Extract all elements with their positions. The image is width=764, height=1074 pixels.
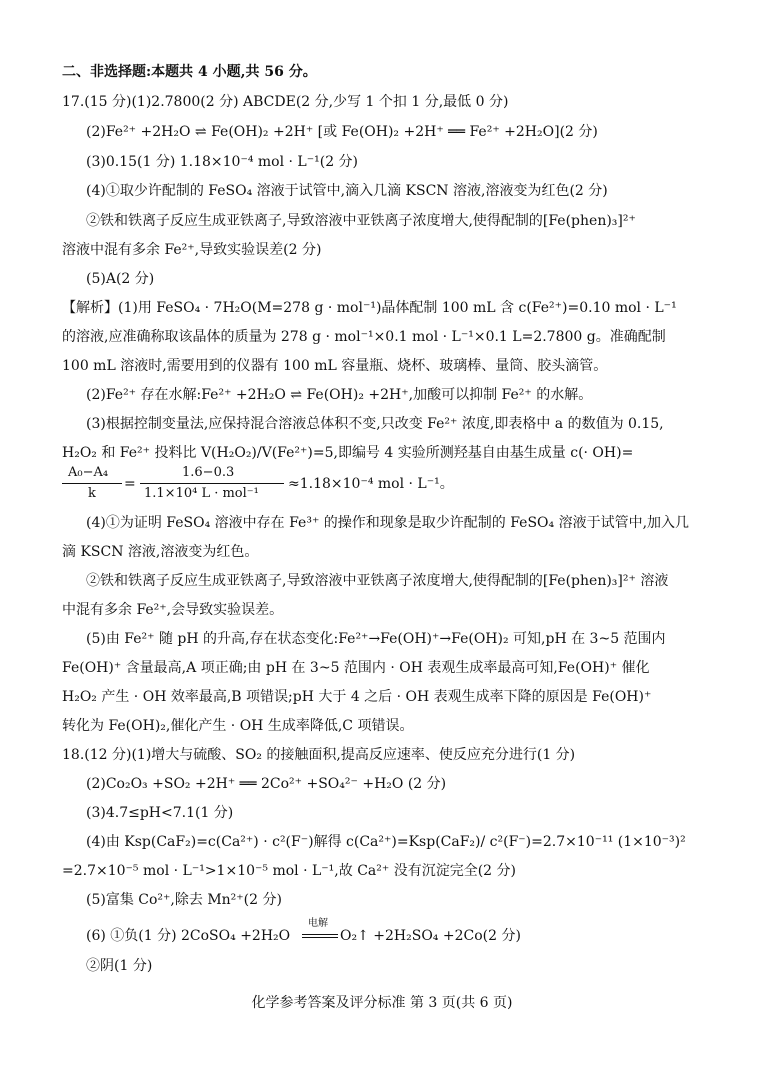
q17-line-6: 溶液中混有多余 Fe²⁺,导致实验误差(2 分) [62,242,322,258]
analysis-line-5: (3)根据控制变量法,应保持混合溶液总体积不变,只改变 Fe²⁺ 浓度,即表格中 a 的数值为 0.15, [86,416,664,432]
analysis-line-12: Fe(OH)⁺ 含量最高,A 项正确;由 pH 在 3~5 范围内 · OH 表观生成率最高可知,Fe(OH)⁺ 催化 [62,660,650,676]
fraction-2-numerator: 1.6−0.3 [182,465,235,480]
analysis-line-2: 的溶液,应准确称取该晶体的质量为 278 g · mol⁻¹×0.1 mol · L⁻¹×0.1 L=2.7800 g。准确配制 [62,329,666,345]
fraction-result: ≈1.18×10⁻⁴ mol · L⁻¹。 [288,476,454,492]
page-footer: 化学参考答案及评分标准 第 3 页(共 6 页) [251,995,513,1011]
electrolysis-bar-bottom [302,937,338,938]
analysis-line-1: 【解析】(1)用 FeSO₄ · 7H₂O(M=278 g · mol⁻¹)晶体配制 100 mL 含 c(Fe²⁺)=0.10 mol · L⁻¹ [62,300,677,316]
electrolysis-label: 电解 [308,918,328,929]
section-heading: 二、非选择题:本题共 4 小题,共 56 分。 [62,64,317,80]
q18-line-7-right: O₂↑ +2H₂SO₄ +2Co(2 分) [340,928,521,944]
fraction-1 [62,465,122,505]
analysis-line-11: (5)由 Fe²⁺ 随 pH 的升高,存在状态变化:Fe²⁺→Fe(OH)⁺→Fe(OH)₂ 可知,pH 在 3~5 范围内 [86,631,666,647]
analysis-line-4: (2)Fe²⁺ 存在水解:Fe²⁺ +2H₂O ⇌ Fe(OH)₂ +2H⁺,加酸可以抑制 Fe²⁺ 的水解。 [86,387,593,403]
q17-line-5: ②铁和铁离子反应生成亚铁离子,导致溶液中亚铁离子浓度增大,使得配制的[Fe(phen)₃]²⁺ [86,213,636,229]
fraction-1-denominator: k [88,486,96,501]
q18-line-6: (5)富集 Co²⁺,除去 Mn²⁺(2 分) [86,892,282,908]
q18-line-7-left: (6) ①负(1 分) 2CoSO₄ +2H₂O [86,928,291,944]
analysis-line-7: (4)①为证明 FeSO₄ 溶液中存在 Fe³⁺ 的操作和现象是取少许配制的 FeSO₄ 溶液于试管中,加入几 [86,515,690,531]
q17-line-1: 17.(15 分)(1)2.7800(2 分) ABCDE(2 分,少写 1 个扣 1 分,最低 0 分) [62,94,509,110]
analysis-line-6: H₂O₂ 和 Fe²⁺ 投料比 V(H₂O₂)/V(Fe²⁺)=5,即编号 4 实验所测羟基自由基生成量 c(· OH)= [62,445,634,461]
analysis-line-14: 转化为 Fe(OH)₂,催化产生 · OH 生成率降低,C 项错误。 [62,718,414,734]
fraction-2-bar [140,483,284,484]
q18-line-1: 18.(12 分)(1)增大与硫酸、SO₂ 的接触面积,提高反应速率、使反应充分进行(1 分) [62,747,576,763]
electrolysis-arrow [302,918,338,948]
fraction-2 [140,465,284,505]
fraction-2-denominator: 1.1×10⁴ L · mol⁻¹ [144,486,259,501]
q17-line-2: (2)Fe²⁺ +2H₂O ⇌ Fe(OH)₂ +2H⁺ [或 Fe(OH)₂ +2H⁺ ══ Fe²⁺ +2H₂O](2 分) [86,124,598,140]
q18-line-5: =2.7×10⁻⁵ mol · L⁻¹>1×10⁻⁵ mol · L⁻¹,故 Ca²⁺ 没有沉淀完全(2 分) [62,863,516,879]
q17-line-7: (5)A(2 分) [86,271,155,287]
electrolysis-bar-top [302,934,338,935]
q17-line-3: (3)0.15(1 分) 1.18×10⁻⁴ mol · L⁻¹(2 分) [86,154,359,170]
analysis-line-9: ②铁和铁离子反应生成亚铁离子,导致溶液中亚铁离子浓度增大,使得配制的[Fe(phen)₃]²⁺ 溶液 [86,573,669,589]
analysis-line-10: 中混有多余 Fe²⁺,会导致实验误差。 [62,602,284,618]
analysis-line-13: H₂O₂ 产生 · OH 效率最高,B 项错误;pH 大于 4 之后 · OH 表观生成率下降的原因是 Fe(OH)⁺ [62,689,652,705]
equals-sign: = [124,476,136,492]
q18-line-8: ②阴(1 分) [86,958,153,974]
fraction-1-bar [62,483,122,484]
q18-line-3: (3)4.7≤pH<7.1(1 分) [86,805,234,821]
analysis-line-8: 滴 KSCN 溶液,溶液变为红色。 [62,544,259,560]
q18-line-4: (4)由 Ksp(CaF₂)=c(Ca²⁺) · c²(F⁻)解得 c(Ca²⁺)=Ksp(CaF₂)/ c²(F⁻)=2.7×10⁻¹¹ (1×10⁻³)² [86,834,686,850]
fraction-1-numerator: A₀−A₄ [68,465,109,480]
q17-line-4: (4)①取少许配制的 FeSO₄ 溶液于试管中,滴入几滴 KSCN 溶液,溶液变为红色(2 分) [86,183,608,199]
q18-line-2: (2)Co₂O₃ +SO₂ +2H⁺ ══ 2Co²⁺ +SO₄²⁻ +H₂O (2 分) [86,776,447,792]
analysis-line-3: 100 mL 溶液时,需要用到的仪器有 100 mL 容量瓶、烧杯、玻璃棒、量筒、胶头滴管。 [62,358,608,374]
